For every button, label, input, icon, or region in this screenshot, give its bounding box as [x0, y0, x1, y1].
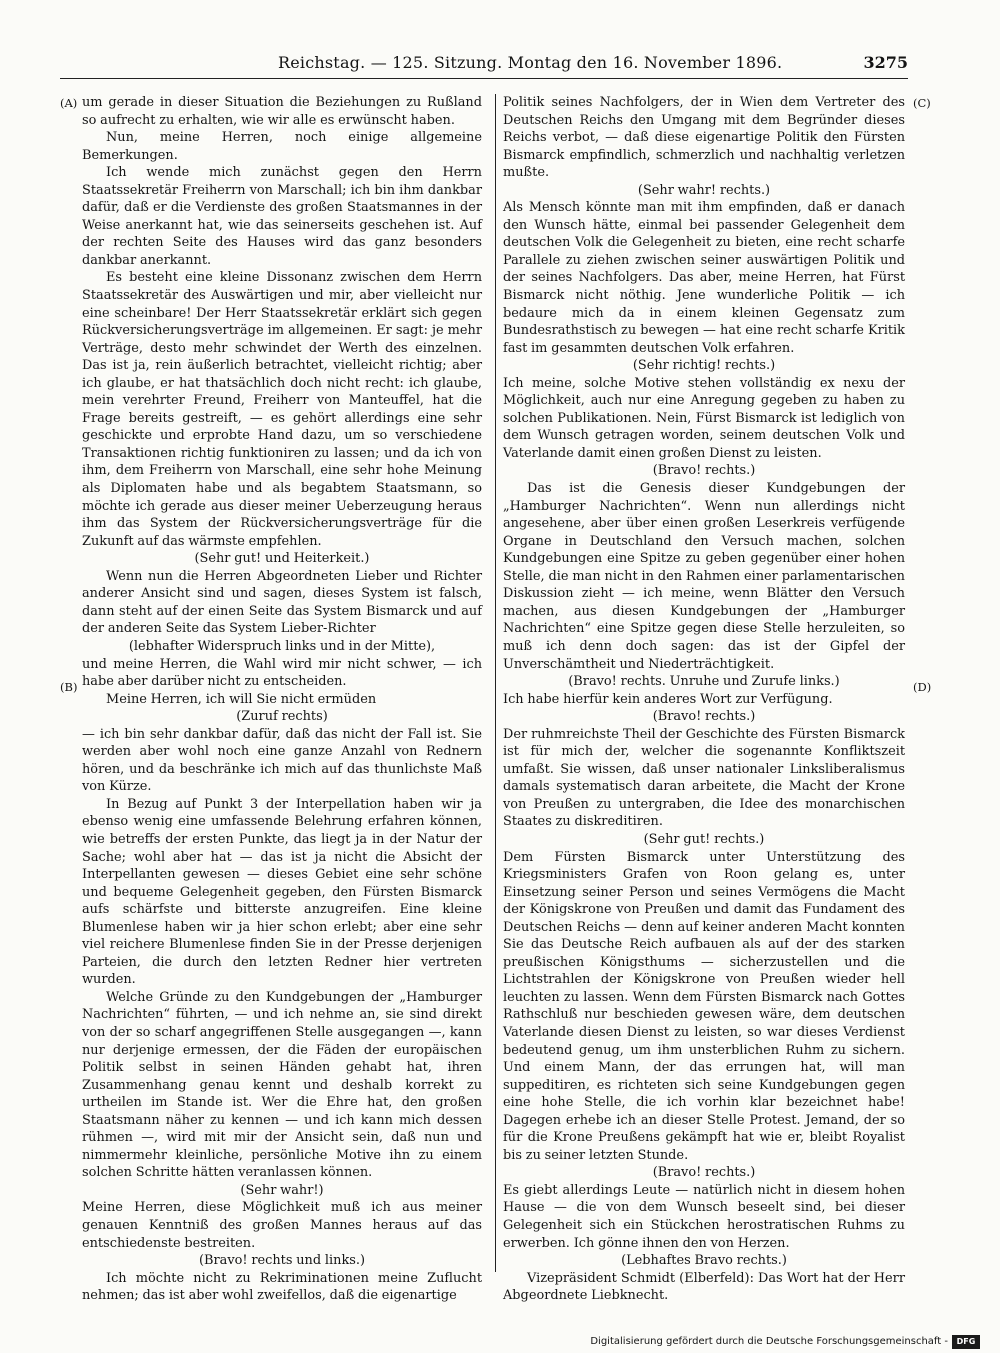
right-column	[503, 94, 905, 1305]
interjection: (Bravo! rechts.)	[652, 709, 756, 725]
margin-marker-b: (B)	[60, 680, 78, 694]
paragraph: Ich habe hierfür kein anderes Wort zur Verfügung.	[503, 691, 833, 707]
paragraph: und meine Herren, die Wahl wird mir nicht schwer, — ich habe aber darüber nicht zu entscheiden.	[82, 656, 482, 690]
paragraph: — ich bin sehr dankbar dafür, daß das nicht der Fall ist. Sie werden aber wohl noch eine ganze Anzahl von Rednern hören, und da beschränke ich mich auf das thunlichste Maß von Kürze.	[82, 726, 482, 795]
interjection: (Sehr richtig! rechts.)	[632, 358, 776, 374]
paragraph: In Bezug auf Punkt 3 der Interpellation haben wir ja ebenso wenig eine umfassende Belehrung erfahren können, wie betreffs der ersten Punkte, das liegt ja in der Natur der Sache; wohl aber hat — das ist ja nicht die Absicht der Interpellanten gewesen — dieses Gebiet eine sehr schöne und bequeme Gelegenheit gegeben, den Fürsten Bismarck aufs schärfste und bitterste anzugreifen. Eine kleine Blumenlese haben wir ja hier schon erlebt; aber eine sehr viel reichere Blumenlese finden Sie in der Presse derjenigen Parteien, die durch den letzten Redner hier vertreten wurden.	[82, 796, 482, 988]
interjection: (Sehr gut! und Heiterkeit.)	[194, 551, 370, 567]
paragraph: Welche Gründe zu den Kundgebungen der „Hamburger Nachrichten“ führten, — und ich nehme an, sie sind direkt von der so scharf angegriffenen Stelle ausgegangen —, kann nur derjenige ermessen, der die Fäden der europäischen Politik selbst in seinen Händen gehabt hat, ihren Zusammenhang genau kennt und deshalb korrekt zu urtheilen im Stande ist. Wer die Ehre hat, den großen Staatsmann näher zu kennen — und ich kann mich dessen rühmen —, wird mit mir der Ansicht sein, daß nun und nimmermehr kleinliche, persönliche Motive ihn zu einem solchen Schritte hätten veranlassen können.	[82, 989, 482, 1181]
paragraph: Meine Herren, ich will Sie nicht ermüden	[106, 691, 377, 707]
header-title: Reichstag. — 125. Sitzung. Montag den 16. November 1896.	[278, 53, 783, 72]
interjection: (Zuruf rechts)	[236, 709, 328, 725]
paragraph: Meine Herren, diese Möglichkeit muß ich aus meiner genauen Kenntniß des großen Mannes heraus auf das entschiedenste bestreiten.	[82, 1200, 482, 1251]
paragraph: Wenn nun die Herren Abgeordneten Lieber und Richter anderer Ansicht sind und sagen, dieses System ist falsch, dann steht auf der einen Seite das System Bismarck und auf der anderen Seite das System Lieber-Richter	[82, 568, 482, 637]
paragraph: Vizepräsident Schmidt (Elberfeld): Das Wort hat der Herr Abgeordnete Liebknecht.	[503, 1270, 905, 1304]
interjection: (Sehr wahr!)	[240, 1182, 324, 1198]
margin-marker-a: (A)	[60, 96, 78, 110]
paragraph: Nun, meine Herren, noch einige allgemeine Bemerkungen.	[82, 130, 482, 163]
footer-credit: Digitalisierung gefördert durch die Deutsche Forschungsgemeinschaft -	[590, 1336, 948, 1347]
paragraph: Es besteht eine kleine Dissonanz zwischen dem Herrn Staatssekretär des Auswärtigen und mir, aber vielleicht nur eine scheinbare! Der Herr Staatssekretär erklärt sich gegen Rückversicherungsverträge im allgemeinen. Er sagt: je mehr Verträge, desto mehr schwindet der Werth des einzelnen. Das ist ja, rein äußerlich betrachtet, vielleicht richtig; aber ich glaube, er hat thatsächlich doch nicht recht: ich glaube, mein verehrter Freund, Freiherr von Manteuffel, hat die Frage bereits gestreift, — es gehört allerdings eine sehr geschickte und erprobte Hand dazu, um so verschiedene Transaktionen richtig funktioniren zu lassen; und da ich von ihm, dem Freiherrn von Marschall, eine sehr hohe Meinung als Diplomaten habe und als begabtem Staatsmann, so möchte ich gerade aus dieser meiner Ueberzeugung heraus ihm das System der Rückversicherungsverträge für die Zukunft auf das wärmste empfehlen.	[82, 270, 482, 549]
paragraph: Es giebt allerdings Leute — natürlich nicht in diesem hohen Hause — die von dem Wunsch beseelt sind, bei dieser Gelegenheit sich ein Stückchen herostratischen Ruhms zu erwerben. Ich gönne ihnen den von Herzen.	[503, 1182, 905, 1251]
footer	[590, 1335, 980, 1351]
paragraph: Ich meine, solche Motive stehen vollständig ex nexu der Möglichkeit, auch nur eine Anregung gegeben zu haben zu solchen Publikationen. Nein, Fürst Bismarck ist lediglich von dem Wunsch getragen worden, seinem deutschen Volk und Vaterlande damit einen großen Dienst zu leisten.	[503, 375, 905, 461]
paragraph: Als Mensch könnte man mit ihm empfinden, daß er danach den Wunsch hätte, einmal bei passender Gelegenheit dem deutschen Volk die Gelegenheit zu bieten, eine recht scharfe Parallele zu ziehen zwischen seiner auswärtigen Politik und der seines Nachfolgers. Das aber, meine Herren, hat Fürst Bismarck nicht nöthig. Jene wunderliche Politik — ich bedaure mich da in einem kleinen Gegensatz zum Bundesrathstisch zu bewegen — hat eine recht scharfe Kritik fast im gesammten deutschen Volk erfahren.	[503, 200, 905, 356]
paragraph: Der ruhmreichste Theil der Geschichte des Fürsten Bismarck ist für mich der, welcher die sogenannte Konfliktszeit umfaßt. Sie wissen, daß unser nationaler Linksliberalismus damals systematisch daran arbeitete, die Macht der Krone von Preußen zu untergraben, die Idee des monarchischen Staates zu diskreditiren.	[503, 726, 905, 830]
interjection: (lebhafter Widerspruch links und in der Mitte),	[128, 638, 436, 654]
interjection: (Sehr wahr! rechts.)	[637, 182, 771, 198]
margin-marker-d: (D)	[913, 680, 932, 694]
margin-marker-c: (C)	[913, 96, 931, 110]
interjection: (Bravo! rechts. Unruhe und Zurufe links.)	[568, 674, 840, 690]
header-rule	[60, 78, 908, 79]
interjection: (Bravo! rechts.)	[652, 463, 756, 479]
paragraph: um gerade in dieser Situation die Beziehungen zu Rußland so aufrecht zu erhalten, wie wir alle es erwünscht haben.	[82, 95, 482, 128]
paragraph: Das ist die Genesis dieser Kundgebungen der „Hamburger Nachrichten“. Wenn nun allerdings nicht angesehene, aber über einen großen Leserkreis verfügende Organe in Deutschland den Versuch machen, solchen Kundgebungen eine Spitze zu geben gegenüber einer hohen Stelle, die man nicht in den Rahmen einer parlamentarischen Diskussion zieht — ich meine, wenn Blätter den Versuch machen, aus diesen Kundgebungen der „Hamburger Nachrichten“ eine Spitze gegen diese Stelle herzuleiten, so muß ich denn doch sagen: das ist der Gipfel der Unverschämtheit und Niederträchtigkeit.	[503, 481, 905, 672]
paragraph: Politik seines Nachfolgers, der in Wien dem Vertreter des Deutschen Reichs den Umgang mit dem Begründer dieses Reichs verbot, — daß diese eigenartige Politik den Fürsten Bismarck empfindlich, schmerzlich und nachhaltig verletzen mußte.	[503, 95, 905, 181]
dfg-logo: DFG	[952, 1335, 980, 1349]
interjection: (Bravo! rechts.)	[652, 1165, 756, 1181]
interjection: (Lebhaftes Bravo rechts.)	[621, 1253, 787, 1269]
page-number: 3275	[863, 53, 908, 72]
paragraph: Dem Fürsten Bismarck unter Unterstützung des Kriegsministers Grafen von Roon gelang es, unter Einsetzung seiner Person und seines Vermögens die Macht der Königskrone von Preußen und damit das Fundament des Deutschen Reichs — denn auf keiner anderen Macht konnten Sie das Deutsche Reich aufbauen als auf der des starken preußischen Königsthums — sicherzustellen und die Lichtstrahlen der Königskrone von Preußen wieder hell leuchten zu lassen. Wenn dem Fürsten Bismarck nach Gottes Rathschluß nur beschieden gewesen wäre, dem deutschen Vaterlande diesen Dienst zu leisten, so war dieses Verdienst bedeutend genug, um ihm unsterblichen Ruhm zu sichern. Und einem Mann, der das errungen hat, will man suppeditiren, es richteten sich seine Kundgebungen gegen eine hohe Stelle, die ich vorhin klar bezeichnet habe! Dagegen erhebe ich an dieser Stelle Protest. Jemand, der so für die Krone Preußens gekämpft hat wie er, bleibt Royalist bis zu seiner letzten Stunde.	[503, 849, 905, 1163]
interjection: (Sehr gut! rechts.)	[643, 831, 765, 847]
paragraph: Ich wende mich zunächst gegen den Herrn Staatssekretär Freiherrn von Marschall; ich bin ihm dankbar dafür, daß er die Verdienste des großen Staatsmannes in der Weise anerkannt hat, wie das seinerseits geschehen ist. Auf der rechten Seite des Hauses wird das ganz besonders dankbar anerkannt.	[82, 165, 482, 268]
running-header	[60, 50, 908, 76]
interjection: (Bravo! rechts und links.)	[198, 1253, 366, 1269]
left-column	[82, 94, 482, 1305]
paragraph: Ich möchte nicht zu Rekriminationen meine Zuflucht nehmen; das ist aber wohl zweifellos, daß die eigenartige	[82, 1270, 482, 1304]
column-divider	[495, 94, 496, 1272]
